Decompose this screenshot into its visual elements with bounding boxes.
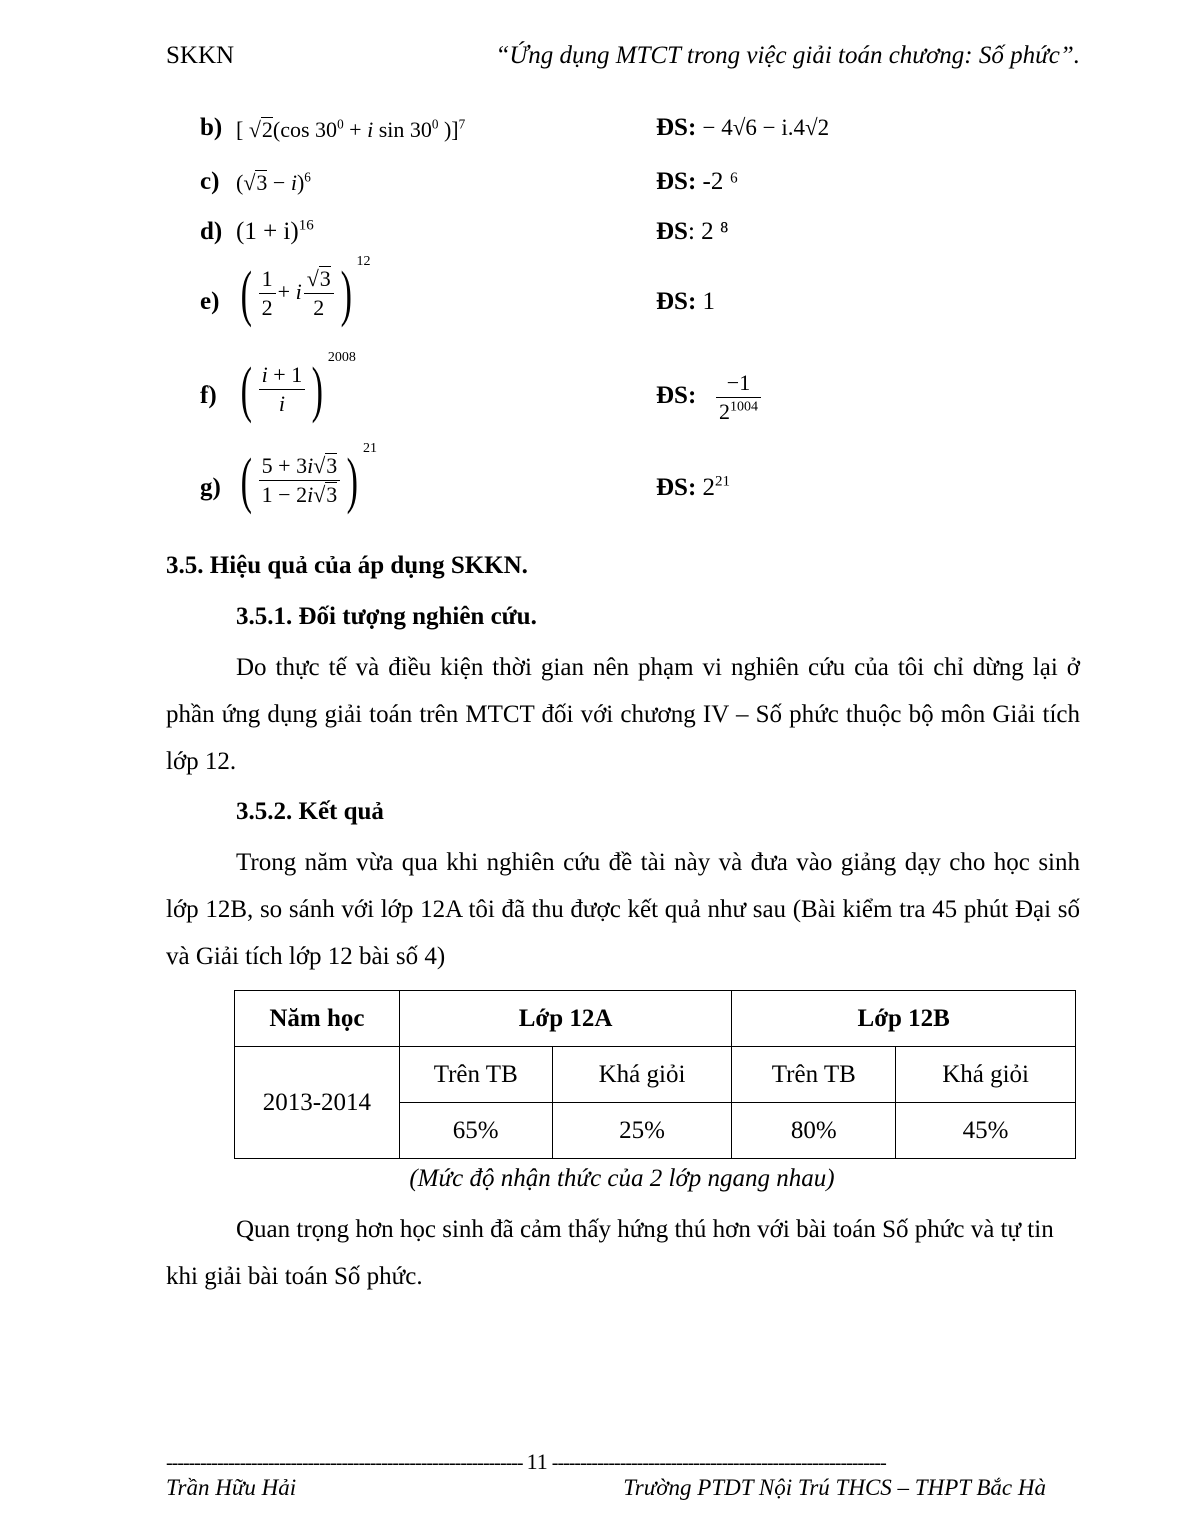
exercise-d-label: d) — [200, 218, 223, 245]
exercise-f-answer-fraction: $\frac{-1}{2^{1004}}$ — [714, 370, 763, 425]
subsection-2-title: 3.5.2. Kết quả — [236, 798, 384, 825]
header-school-year: Năm học — [235, 991, 400, 1047]
cell-year: 2013-2014 — [235, 1047, 400, 1159]
table-row — [235, 1047, 1076, 1103]
header-class-12b: Lớp 12B — [732, 991, 1076, 1047]
answer-exponent: 21 — [715, 473, 731, 490]
table-header-row — [235, 991, 1076, 1047]
answer-value: 2 — [696, 474, 716, 501]
answer-value: − 4√6 − i.4√2 — [702, 115, 830, 140]
cell-value: 65% — [399, 1103, 552, 1159]
cell-value: 25% — [552, 1103, 732, 1159]
exercise-b-label: b) — [200, 114, 223, 141]
expression-base: (1 + i) — [236, 218, 299, 245]
exercise-c-label: c) — [200, 168, 220, 195]
cell-subheader: Khá giỏi — [552, 1047, 732, 1103]
answer-value: 1 — [696, 288, 716, 315]
exercise-c-expression: $(√3 - i)^6$ — [236, 169, 311, 195]
section-title: 3.5. Hiệu quả của áp dụng SKKN. — [166, 552, 528, 579]
answer-value: : 2 ⁸ — [687, 218, 729, 245]
exercise-b-expression: [ √2(cos $30^0 + i$ $\sin 30^0$ )]$^7$ — [236, 116, 466, 142]
results-table — [234, 990, 1076, 1159]
cell-subheader: Khá giỏi — [896, 1047, 1076, 1103]
answer-prefix: ĐS: — [656, 168, 697, 195]
exercise-d-answer — [656, 218, 729, 246]
conclusion-paragraph: Quan trọng hơn học sinh đã cảm thấy hứng thú hơn với bài toán Số phức và tự tin khi giải bài toán Số phức. — [166, 1216, 1054, 1290]
subsection-1-title: 3.5.1. Đối tượng nghiên cứu. — [236, 603, 537, 630]
header-left: SKKN — [166, 42, 235, 69]
page-number: 11 — [526, 1449, 548, 1474]
exercise-e-answer — [656, 288, 715, 316]
footer-divider — [166, 1449, 886, 1475]
answer-prefix: ĐS: — [656, 382, 697, 409]
footer-author: Trần Hữu Hải — [166, 1475, 297, 1500]
exercise-g-expression: ( $\frac{5 + 3i√3}{1 - 2i√3}$ ) $^{21}$ — [240, 441, 377, 515]
exercise-e-label: e) — [200, 288, 220, 315]
cell-subheader: Trên TB — [399, 1047, 552, 1103]
exercise-d-expression — [236, 218, 314, 246]
header-title: “Ứng dụng MTCT trong việc giải toán chương: Số phức”. — [495, 42, 1080, 69]
exercise-b-answer — [656, 114, 829, 142]
answer-prefix: ĐS: — [656, 114, 697, 141]
exercise-f-answer — [656, 382, 696, 410]
exercise-g-label: g) — [200, 474, 221, 501]
exercise-f-label: f) — [200, 382, 217, 409]
answer-prefix: ĐS: — [656, 288, 697, 315]
exercise-f-expression: ( $\frac{i + 1}{i}$ ) $^{2008}$ — [240, 350, 356, 424]
footer-school: Trường PTDT Nội Trú THCS – THPT Bắc Hà — [623, 1475, 1046, 1500]
cell-subheader: Trên TB — [732, 1047, 896, 1103]
table-caption: (Mức độ nhận thức của 2 lớp ngang nhau) — [409, 1165, 835, 1192]
answer-value: -2 ⁶ — [702, 168, 739, 195]
answer-prefix: ĐS — [656, 218, 688, 245]
cell-value: 45% — [896, 1103, 1076, 1159]
answer-prefix: ĐS: — [656, 474, 697, 501]
exercise-g-answer — [656, 474, 730, 502]
subsection-2-paragraph: Trong năm vừa qua khi nghiên cứu đề tài này và đưa vào giảng dạy cho học sinh lớp 12B, so sánh với lớp 12A tôi đã thu được kết quả như sau (Bài kiểm tra 45 phút Đại số và Giải tích lớp 12 bài số 4) — [166, 849, 1080, 970]
exercise-c-answer — [656, 168, 738, 196]
subsection-1-paragraph: Do thực tế và điều kiện thời gian nên phạm vi nghiên cứu của tôi chỉ dừng lại ở phần ứng dụng giải toán trên MTCT đối với chương IV – Số phức thuộc bộ môn Giải tích lớp 12. — [166, 654, 1080, 775]
exercise-e-expression: ( $\frac{1}{2}$ + i $\frac{√3}{2}$ ) $^{12}$ — [240, 254, 371, 328]
header-class-12a: Lớp 12A — [399, 991, 732, 1047]
cell-value: 80% — [732, 1103, 896, 1159]
expression-exponent: 16 — [298, 217, 314, 234]
footer-dashes-right: ----------------------------------------------------------- — [551, 1452, 886, 1474]
footer-dashes-left: --------------------------------------------------------------- — [166, 1452, 523, 1474]
